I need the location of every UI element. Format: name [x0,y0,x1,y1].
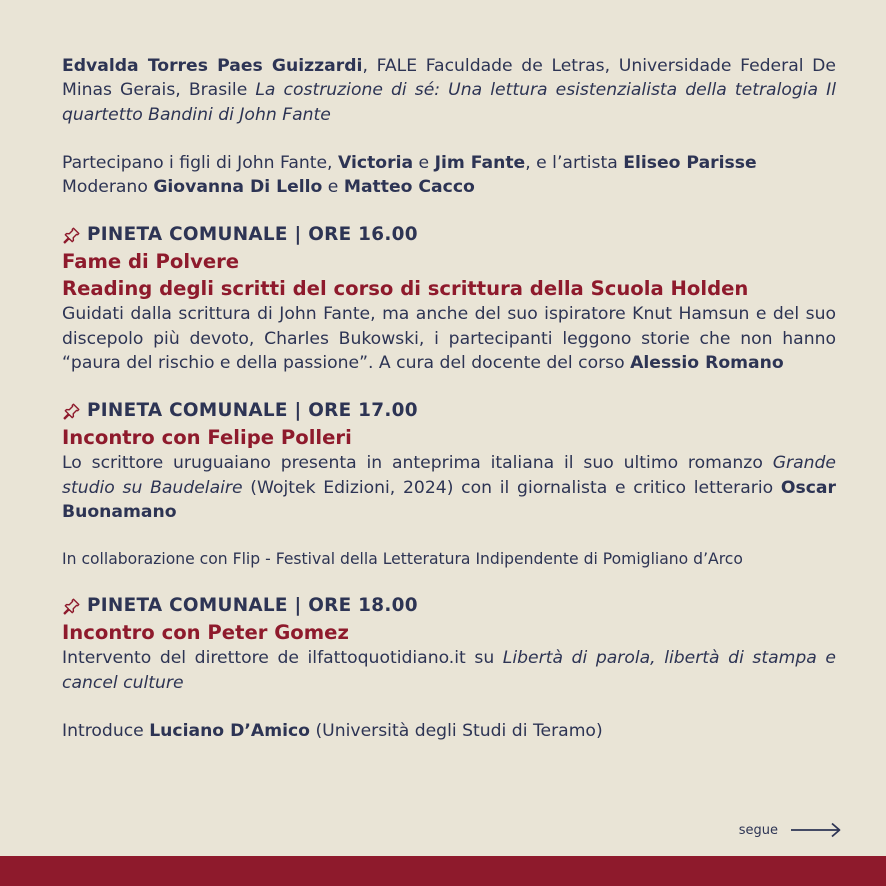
description-text: Intervento del direttore de ilfattoquotidiano.it su [62,648,503,669]
event-subtitle: Reading degli scritti del corso di scrittura della Scuola Holden [62,277,749,301]
event-description [62,302,836,375]
critic-name: Oscar Buonamano [62,477,836,522]
event-title: Fame di Polvere [62,250,240,274]
talk-title: La costruzione di sé: Una lettura esistenzialista della tetralogia Il quartetto Bandini di John Fante [62,80,836,125]
collaboration-note: In collaborazione con Flip - Festival della Letteratura Indipendente di Pomigliano d’Arco [62,550,743,569]
talk-topic: Libertà di parola, libertà di stampa e cancel culture [62,648,836,693]
program-content [62,54,836,743]
participants-text: , e l’artista [525,152,624,173]
speaker-name: Edvalda Torres Paes Guizzardi [62,56,363,76]
footer-bar [0,856,886,886]
introducer-line [62,719,836,743]
moderator-name: Matteo Cacco [343,177,475,198]
event-description [62,646,836,695]
next-page-label: segue [738,822,778,838]
introducer-affiliation: (Università degli Studi di Teramo) [310,720,603,741]
description-text: Lo scrittore uruguaiano presenta in anteprima italiana il suo ultimo romanzo [62,453,773,474]
venue-label: PINETA COMUNALE | ORE 17.00 [87,400,418,422]
next-page-link[interactable] [739,822,842,838]
venue-label: PINETA COMUNALE | ORE 18.00 [87,595,418,617]
pushpin-icon [62,226,81,245]
arrow-right-icon [790,822,842,838]
description-text: Guidati dalla scrittura di John Fante, ma anche del suo ispiratore Knut Hamsun e del suo discepolo più devoto, Charles Bukowski, i partecipanti leggono storie che non hanno “paura del rischio e della passione”. A cura del docente del corso [62,304,836,374]
moderator-name: Giovanna Di Lello [153,177,323,198]
curator-name: Alessio Romano [630,353,784,374]
event-block [62,398,836,570]
participants-text: Partecipano i figli di John Fante, [62,152,338,173]
description-text: (Wojtek Edizioni, 2024) con il giornalista e critico letterario [242,477,781,498]
event-title: Incontro con Peter Gomez [62,621,349,645]
moderators-text: e [322,177,344,198]
event-block [62,593,836,743]
participants-paragraph [62,151,836,200]
moderators-text: Moderano [62,177,154,198]
introducer-name: Luciano D’Amico [149,720,310,741]
participant-name: Victoria [338,152,414,173]
participant-name: Jim Fante [434,152,526,173]
participants-text: e [413,152,435,173]
event-venue-time [62,398,836,424]
pushpin-icon [62,597,81,616]
participant-name: Eliseo Parisse [623,152,757,173]
pushpin-icon [62,402,81,421]
intro-paragraph [62,54,836,127]
introducer-text: Introduce [62,720,150,741]
event-title: Incontro con Felipe Polleri [62,426,352,450]
event-venue-time [62,222,836,248]
event-block [62,222,836,375]
event-description [62,451,836,524]
venue-label: PINETA COMUNALE | ORE 16.00 [87,224,418,246]
book-title: Grande studio su Baudelaire [62,453,836,498]
event-venue-time [62,593,836,619]
speaker-affiliation: , FALE Faculdade de Letras, Universidade Federal De Minas Gerais, Brasile [62,56,836,101]
